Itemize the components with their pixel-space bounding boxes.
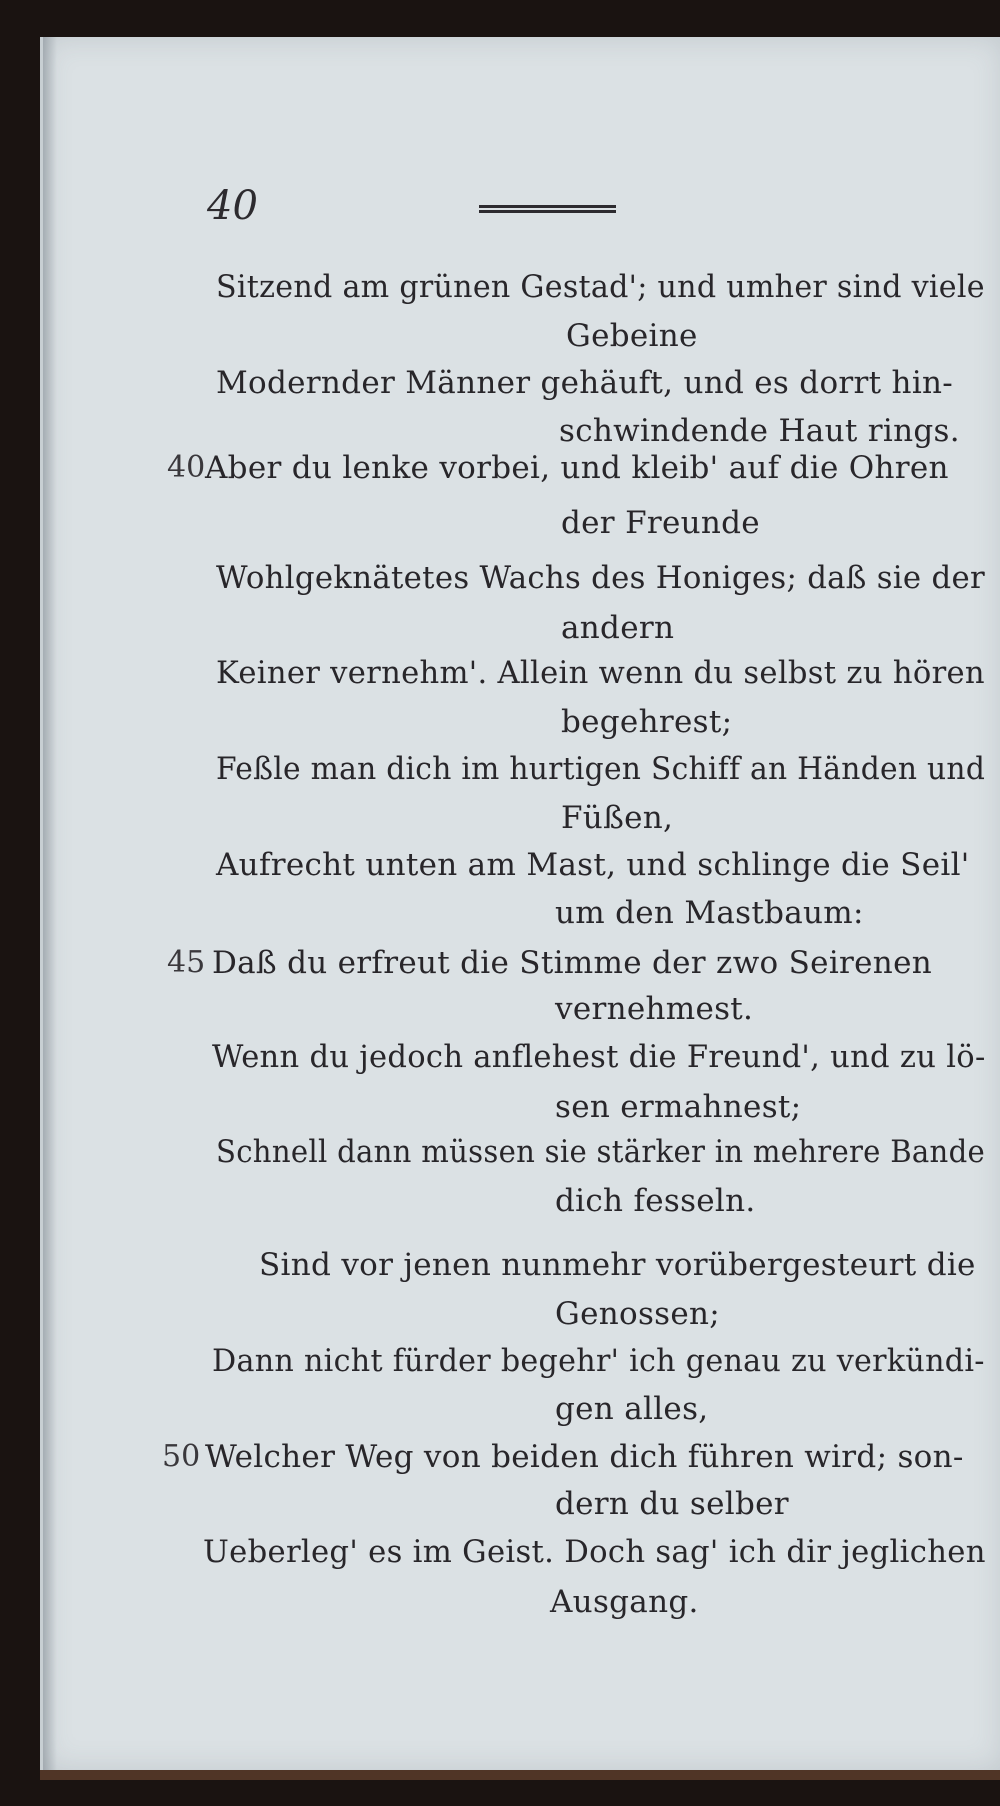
text-line: Füßen, [561,800,674,836]
text-line: Aufrecht unten am Mast, und schlinge die Seil' [216,847,970,883]
verse-number-40: 40 [167,450,206,485]
text-line: Dann nicht fürder begehr' ich genau zu verkündi- [212,1343,985,1379]
text-line: andern [561,610,675,646]
text-line: um den Mastbaum: [555,895,864,931]
text-line: Ueberleg' es im Geist. Doch sag' ich dir jeglichen [203,1534,986,1570]
binding-shadow [43,37,57,1770]
text-line: dich fesseln. [555,1183,756,1219]
verse-number-45: 45 [167,945,206,980]
text-line: Keiner vernehm'. Allein wenn du selbst zu hören [216,655,985,691]
text-line: Modernder Männer gehäuft, und es dorrt hin- [216,365,954,401]
text-line: sen ermahnest; [555,1089,802,1125]
verse-number-50: 50 [162,1439,201,1474]
text-line: Ausgang. [550,1584,699,1620]
text-line: begehrest; [561,704,733,740]
text-line: dern du selber [555,1486,789,1522]
text-line: Welcher Weg von beiden dich führen wird; son- [205,1439,964,1475]
header-rule [479,205,616,218]
text-line: Sind vor jenen nunmehr vorübergesteurt die [259,1247,976,1283]
text-line: Gebeine [566,318,698,354]
text-line: der Freunde [561,505,760,541]
text-line: Wenn du jedoch anflehest die Freund', und zu lö- [212,1039,986,1075]
text-line: gen alles, [555,1391,709,1427]
text-line: schwindende Haut rings. [559,413,960,449]
text-line: Feßle man dich im hurtigen Schiff an Händen und [216,751,986,787]
page-bottom-edge [40,1770,1000,1780]
text-line: vernehmest. [555,991,754,1027]
text-line: Genossen; [555,1296,721,1332]
text-line: Schnell dann müssen sie stärker in mehrere Bande [216,1134,985,1170]
text-line: Sitzend am grünen Gestad'; und umher sind viele [216,269,985,305]
page-number: 40 [207,183,258,229]
text-line: Daß du erfreut die Stimme der zwo Seirenen [212,945,932,981]
text-line: Aber du lenke vorbei, und kleib' auf die Ohren [205,450,949,486]
text-line: Wohlgeknätetes Wachs des Honiges; daß sie der [216,560,985,596]
